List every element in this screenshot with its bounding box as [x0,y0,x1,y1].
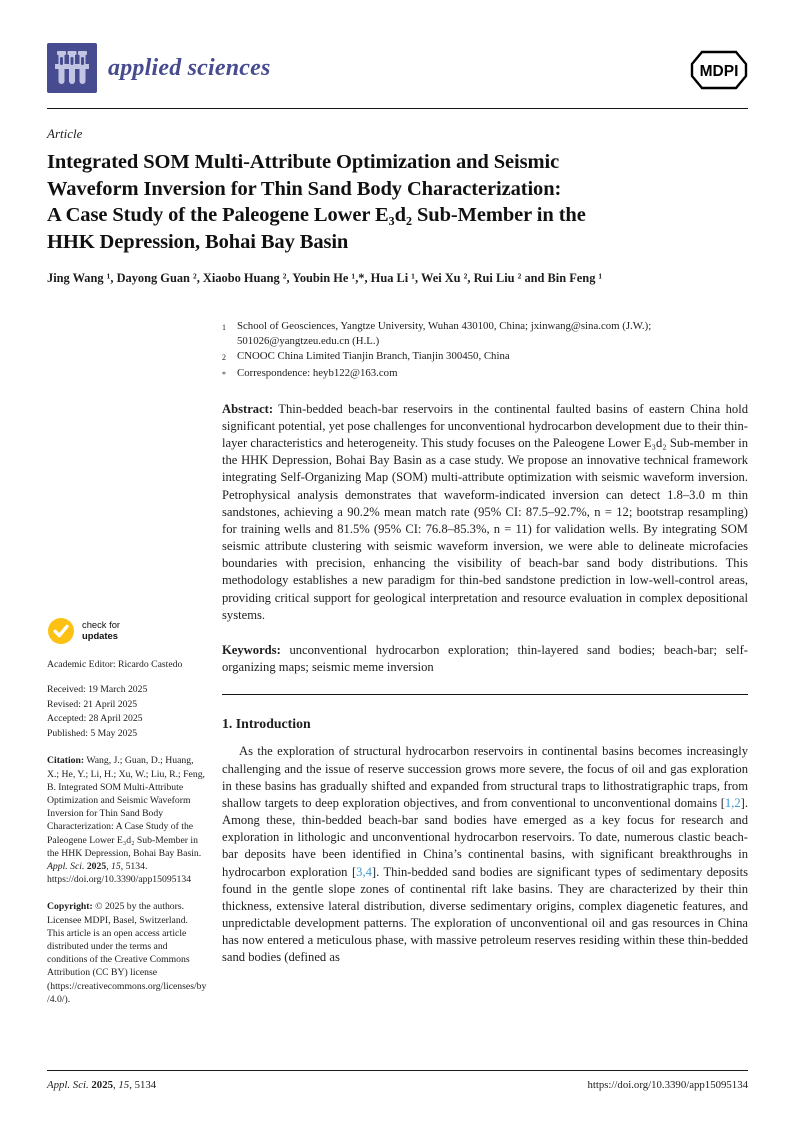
footer-sep: , [112,1079,119,1091]
copyright-block [47,900,207,1006]
article-type-label: Article [47,126,83,141]
affiliation-marker: 2 [222,353,226,363]
page-title [47,149,748,255]
affiliation-marker: * [222,369,226,379]
footer-journal-ref [47,1079,156,1091]
header-divider [47,108,748,109]
title-line: Integrated SOM Multi-Attribute Optimization and Seismic [47,151,560,173]
affiliations [222,319,748,382]
keywords-label: Keywords: [222,642,281,657]
footer-volume: 15 [118,1079,130,1091]
footer-divider [47,1070,748,1071]
test-tubes-icon [47,43,97,93]
title-line: HHK Depression, Bohai Bay Basin [47,230,349,253]
citation-text: Wang, J.; Guan, D.; Huang, X.; He, Y.; Li, H.; Xu, W.; Liu, R.; Feng, B. Integrated SOM Multi-Attribute Optimization and Seismic Waveform Inversion for Thin Sand Body Characterization: A Case Study of the Paleogene Lower E₃d₂ Sub-Member in the HHK Depression, Bohai Bay Basin. [47,755,205,859]
citation-page: , 5134. [120,861,148,872]
page-footer [47,1079,748,1091]
citation-block [47,754,207,886]
title-line: A Case Study of the Paleogene Lower E₃d₂ Sub-Member in the [47,204,586,226]
revised-date: Revised: 21 April 2025 [47,698,138,710]
authors-line: Jing Wang ¹, Dayong Guan ², Xiaobo Huang ², Youbin He ¹,*, Hua Li ¹, Wei Xu ², Rui Liu ² and Bin Feng ¹ [47,271,603,285]
affiliation-marker: 1 [222,323,226,332]
paragraph-text: As the exploration of structural hydrocarbon reservoirs in continental basins becomes increasingly challenging and the issue of reserve succession grows more severe, the focus of oil and gas exploration in these basins has gradually shifted and expanded from structural traps to lithostratigraphic traps, from shallow targets to deep exploration objectives, and from conventional to unconventional domains [ [222,744,748,810]
citation-year: 2025 [86,861,107,872]
journal-logo [47,43,748,93]
keywords [222,642,748,677]
copyright-text: © 2025 by the authors. Licensee MDPI, Basel, Switzerland. This article is an open access article distributed under the terms and conditions of the Creative Commons Attribution (CC BY) license (https://creativecommons.org/licenses/by/4.0/). [47,901,207,1005]
citation-label: Citation: [47,755,85,767]
received-date: Received: 19 March 2025 [47,684,148,695]
mdpi-logo[interactable] [690,50,748,95]
page-header [47,43,748,97]
paragraph-text: ]. Thin-bedded sand bodies are significant types of sedimentary deposits found in the gentle slope zones of continental rift lake basins. They are characterized by their thin thickness, extensive lateral distribution, diverse sedimentary origins, complex diagenetic features, and unpredictable development patterns. The exploration of unconventional oil and gas resources in China has now entered a meticulous phase, with massive petroleum reserves residing within these thin-bedded sand bodies (defined as [222,864,748,965]
abstract-text: Thin-bedded beach-bar reservoirs in the continental faulted basins of eastern China hold significant potential, yet pose challenges for unconventional hydrocarbon development due to their thin-layer characteristics and heterogeneity. This study focuses on the Paleogene Lower E₃d₂ Sub-member in the HHK Depression, Bohai Bay Basin as a case study. We propose an innovative technical framework integrating Self-Organizing Map (SOM) multi-attribute optimization with seismic waveform inversion. Petrophysical analysis demonstrates that waveform-indicated inversion can detect 1.8–3.0 m thin sandstones, achieving a 90.2% mean match rate (95% CI: 87.5–92.7%, n = 12; bootstrap resampling) for training wells and 81.5% (95% CI: 76.8–85.3%, n = 11) for validation wells. By integrating SOM seismic attribute clustering with seismic waveform inversion, we were able to delineate microfacies boundaries with precision, enhancing the visibility of beach-bar sand body distributions. This methodology establishes a new paradigm for thin-bed sandstone prediction in low-well-control areas, providing critical support for geological interpretation and resource evaluation in complex depositional systems. [222,401,748,622]
reference-link-3-4[interactable]: 3,4 [356,864,372,879]
check-for-updates-badge[interactable] [47,617,207,645]
footer-year: 2025 [91,1079,113,1091]
footer-doi-link[interactable]: https://doi.org/10.3390/app15095134 [587,1079,748,1091]
affiliation-item [222,349,748,365]
main-column [222,319,748,966]
affiliation-text: School of Geosciences, Yangtze University, Wuhan 430100, China; jxinwang@sina.com (J.W.); 501026@yangtzeu.edu.cn (H.L.) [237,320,652,348]
citation-doi-link[interactable]: https://doi.org/10.3390/app15095134 [47,874,192,886]
reference-link-1-2[interactable]: 1,2 [724,795,741,810]
section-heading-introduction: 1. Introduction [222,716,311,732]
check-circle-icon [47,617,75,645]
journal-name: applied sciences [108,54,271,81]
sidebar [47,617,207,1006]
abstract [222,401,748,624]
abstract-label: Abstract: [222,401,274,416]
footer-page: , 5134 [129,1079,157,1091]
affiliation-item [222,319,748,349]
correspondence-text: Correspondence: heyb122@163.com [237,366,398,379]
citation-sep: , [106,861,112,872]
badge-label [82,620,120,642]
paragraph-text: ]. Among these, thin-bedded beach-bar sand bodies have emerged as a key focus for research and exploration in lithologic and unconventional hydrocarbon reservoirs. To date, numerous clastic beach-bar deposits have been identified in China’s continental basins, with significant breakthroughs in hydrocarbon exploration [ [222,795,748,879]
accepted-date: Accepted: 28 April 2025 [47,713,143,725]
affiliation-text: CNOOC China Limited Tianjin Branch, Tianjin 300450, China [237,350,510,363]
published-date: Published: 5 May 2025 [47,727,138,739]
citation-volume: 15 [111,861,121,872]
mdpi-wordmark: MDPI [699,63,739,80]
copyright-label: Copyright: [47,901,93,913]
academic-editor: Academic Editor: Ricardo Castedo [47,659,183,670]
section-divider [222,694,748,695]
introduction-paragraph [222,743,748,966]
keywords-text: unconventional hydrocarbon exploration; thin-layered sand bodies; beach-bar; self-organizing maps; seismic meme inversion [222,642,749,675]
badge-label-line1: check for [82,619,121,631]
title-block [47,126,748,286]
affiliation-item [222,366,748,382]
citation-journal: Appl. Sci. [47,861,85,872]
badge-label-line2: updates [82,630,118,641]
footer-journal: Appl. Sci. [47,1079,89,1091]
title-line: Waveform Inversion for Thin Sand Body Characterization: [47,177,562,200]
article-dates [47,683,207,741]
